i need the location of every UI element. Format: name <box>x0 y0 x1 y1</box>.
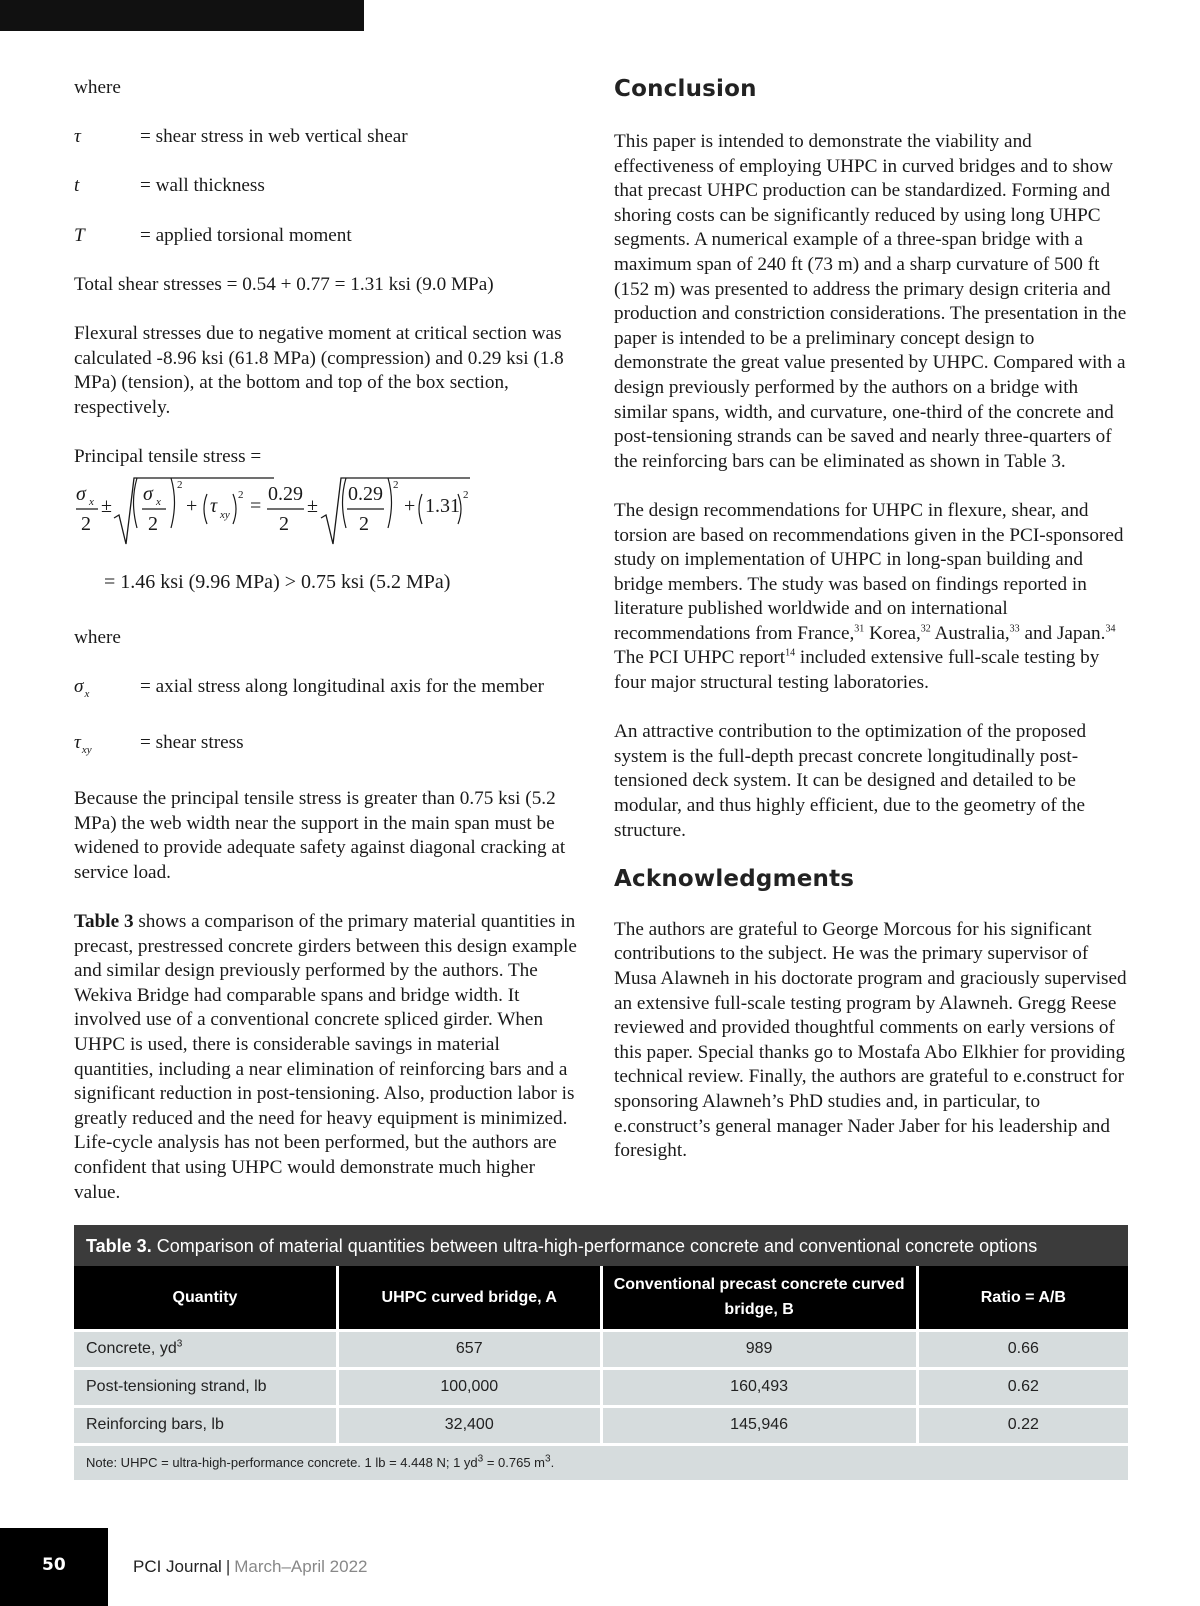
left-column <box>74 76 580 1230</box>
header-conventional: Conventional precast concrete curved bridge, B <box>601 1266 917 1330</box>
table3-paragraph: Table 3 shows a comparison of the primary material quantities in precast, prestressed concrete girders between this design example and similar design previously performed by the authors. The Wekiva Bridge had comparable spans and bridge width. It involved use of a conventional concrete spliced girder. When UHPC is used, there is considerable savings in material quantities, including a near elimination of reinforcing bars and a significant reduction in post-tensioning. Also, production labor is greatly reduced and the need for heavy equipment is minimized. Life-cycle analysis has not been performed, but the authors are confident that using UHPC would demonstrate much higher value. <box>74 911 577 1203</box>
table-3 <box>74 1225 1128 1480</box>
eq-exp: 2 <box>463 488 469 501</box>
eq-exp: 2 <box>393 478 399 491</box>
definition-t <box>74 174 580 199</box>
definition-text: = wall thickness <box>140 175 265 197</box>
top-color-bar <box>0 0 364 31</box>
eq-tau: τ <box>210 494 218 517</box>
table-row <box>74 1330 1128 1368</box>
table-note: Note: UHPC = ultra-high-performance concrete. 1 lb = 4.448 N; 1 $yd^3 = 0.765$ $m^3$. <box>74 1444 1128 1480</box>
row-conventional: 160,493 <box>601 1368 917 1406</box>
eq-pm: ± <box>307 494 318 517</box>
eq-two: 2 <box>81 512 91 535</box>
eq-exp: 2 <box>177 478 183 491</box>
eq-val: 1.31 <box>425 494 460 517</box>
definition-text: = axial stress along longitudinal axis for the member <box>140 675 545 697</box>
eq-sub-xy: xy <box>220 508 230 521</box>
eq-val: 0.29 <box>348 482 383 505</box>
row-ratio: 0.22 <box>917 1406 1128 1444</box>
acknowledgments-heading: Acknowledgments <box>614 865 855 892</box>
conclusion-heading: Conclusion <box>614 76 757 102</box>
row-label: Post-tensioning strand, lb <box>74 1368 338 1406</box>
definition-text: = shear stress <box>140 731 244 753</box>
right-column <box>614 76 1130 1188</box>
header-uhpc: UHPC curved bridge, A <box>338 1266 602 1330</box>
acknowledgments-paragraph: The authors are grateful to George Morcous for his significant contributions to the subject. He was the primary supervisor of Musa Alawneh in his doctorate program and graciously supervised an extensive full-scale testing program by Alawneh. Gregg Reese reviewed and provided thoughtful comments on early versions of this paper. Special thanks go to Mostafa Abo Elkhier for providing technical review. Finally, the authors are grateful to e.construct for sponsoring Alawneh’s PhD studies and, in particular, to e.construct’s general manager Nader Jaber for his leadership and foresight. <box>614 918 1127 1162</box>
conclusion-paragraph-2: The design recommendations for UHPC in flexure, shear, and torsion are based on recommendations given in the PCI-sponsored study on implementation of UHPC in long-span building and bridge members. The study was based on findings reported in literature published worldwide and on international recommendations from France,$^{31}$ Korea,$^{32}$ Australia,$^{33}$ and Japan.$^{34}$ The PCI UHPC report$^{14}$ included extensive full-scale testing by four major structural testing laboratories. <box>614 499 1124 694</box>
row-conventional: 989 <box>601 1330 917 1368</box>
definition-text: = shear stress in web vertical shear <box>140 126 408 148</box>
row-uhpc: 32,400 <box>338 1406 602 1444</box>
eq-plus: + <box>404 494 416 517</box>
eq-val: 0.29 <box>268 482 303 505</box>
row-conventional: 145,946 <box>601 1406 917 1444</box>
footer-journal <box>133 1557 368 1577</box>
total-shear-stresses: Total shear stresses = 0.54 + 0.77 = 1.31 ksi (9.0 MPa) <box>74 273 494 295</box>
reference-31: 31 <box>854 623 865 635</box>
footer-separator: | <box>225 1557 231 1576</box>
table-row <box>74 1368 1128 1406</box>
definition-symbol: $\tau_{xy}$ <box>74 731 92 756</box>
header-quantity: Quantity <box>74 1266 338 1330</box>
principal-stress-equation <box>74 472 580 570</box>
conclusion-paragraph-1: This paper is intended to demonstrate the viability and effectiveness of employing UHPC in curved bridges and to show that precast UHPC production can be standardized. Forming and shoring costs can be significantly reduced by using long UHPC segments. A numerical example of a three-span bridge with a maximum span of 240 ft (73 m) and a sharp curvature of 500 ft (152 m) was presented to address the primary design criteria and production and constriction considerations. The presentation in the paper is intended to be a preliminary concept design to demonstrate the great value presented by UHPC. Compared with a design previously performed by the authors on a bridge with similar spans, width, and curvature, one-third of the concrete and post-tensioning strands can be saved and nearly three-quarters of the reinforcing bars can be eliminated as shown in Table 3. <box>614 131 1127 472</box>
definition-tau-xy <box>74 731 580 763</box>
eq-plus: + <box>186 494 198 517</box>
eq-two: 2 <box>148 512 158 535</box>
eq-sub-x: x <box>89 495 94 508</box>
table-header-row <box>74 1266 1128 1330</box>
flexural-stresses-paragraph: Flexural stresses due to negative moment at critical section was calculated -8.96 ksi (61.8 MPa) (compression) and 0.29 ksi (1.8 MPa) (tension), at the bottom and top of the box section, respectively. <box>74 322 564 418</box>
row-label: Concrete, $yd^3$ <box>74 1330 338 1368</box>
header-ratio: Ratio = A/B <box>917 1266 1128 1330</box>
table-row <box>74 1406 1128 1444</box>
principal-stress-result: = 1.46 ksi (9.96 MPa) > 0.75 ksi (5.2 MPa) <box>104 570 451 593</box>
reference-34: 34 <box>1105 623 1116 635</box>
page-number-box <box>0 1528 108 1606</box>
reference-14: 14 <box>785 648 796 660</box>
reference-32: 32 <box>920 623 931 635</box>
row-ratio: 0.62 <box>917 1368 1128 1406</box>
because-paragraph: Because the principal tensile stress is greater than 0.75 ksi (5.2 MPa) the web width near the support in the main span must be widened to provide adequate safety against diagonal cracking at service load. <box>74 788 566 883</box>
table3-reference: Table 3 <box>74 911 134 933</box>
definition-tau <box>74 125 580 150</box>
where-label: where <box>74 626 121 648</box>
row-uhpc: 100,000 <box>338 1368 602 1406</box>
definition-symbol: $\sigma_x$ <box>74 675 90 700</box>
definition-T <box>74 224 580 249</box>
row-label: Reinforcing bars, lb <box>74 1406 338 1444</box>
eq-sigma: σ <box>76 482 86 505</box>
definition-symbol: T <box>74 224 85 246</box>
definition-text: = applied torsional moment <box>140 224 352 246</box>
definition-sigma-x <box>74 675 580 707</box>
row-uhpc: 657 <box>338 1330 602 1368</box>
eq-equals: = <box>250 494 262 517</box>
principal-stress-label: Principal tensile stress = <box>74 445 262 467</box>
table-caption: Table 3. Comparison of material quantities between ultra-high-performance concrete and conventional concrete options <box>74 1225 1128 1266</box>
page-number: 50 <box>42 1555 66 1575</box>
quantities-table <box>74 1266 1128 1480</box>
definition-symbol: t <box>74 175 80 197</box>
where-label: where <box>74 77 121 98</box>
row-ratio: 0.66 <box>917 1330 1128 1368</box>
eq-pm: ± <box>101 494 112 517</box>
eq-exp: 2 <box>238 488 244 501</box>
conclusion-paragraph-3: An attractive contribution to the optimization of the proposed system is the full-depth precast concrete longitudinally post-tensioned deck system. It can be designed and detailed to be modular, and thus highly efficient, due to the geometry of the structure. <box>614 721 1087 841</box>
eq-sub-x: x <box>156 495 161 508</box>
table-note-row <box>74 1444 1128 1480</box>
eq-two: 2 <box>279 512 289 535</box>
journal-name: PCI Journal <box>133 1557 222 1576</box>
definition-symbol: τ <box>74 126 81 148</box>
issue-date: March–April 2022 <box>234 1557 368 1576</box>
reference-33: 33 <box>1009 623 1020 635</box>
eq-two: 2 <box>359 512 369 535</box>
eq-sigma: σ <box>143 482 153 505</box>
